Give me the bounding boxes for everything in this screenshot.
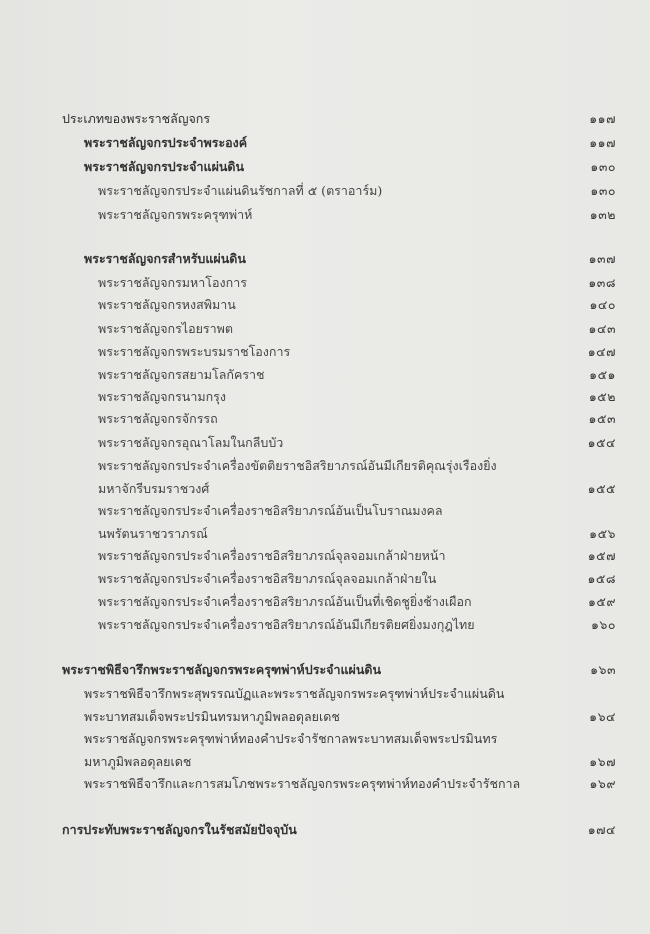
toc-entry-page-number: ๑๔๗ (587, 344, 616, 359)
toc-entry-title: พระราชลัญจกรประจำแผ่นดิน (84, 159, 245, 174)
toc-entry (0, 248, 650, 270)
toc-entry (0, 386, 650, 408)
toc-entry (0, 545, 650, 567)
toc-entry-title: พระราชลัญจกรประจำพระองค์ (84, 135, 248, 150)
toc-entry-title: การประทับพระราชลัญจกรในรัชสมัยปัจจุบัน (62, 822, 297, 837)
toc-entry (0, 108, 650, 130)
toc-entry (0, 659, 650, 681)
toc-entry-title: พระราชพิธีจารึกพระสุพรรณบัฏและพระราชลัญจกรพระครุฑพ่าห์ประจำแผ่นดิน (84, 686, 505, 701)
toc-entry-page-number: ๑๗๔ (587, 822, 616, 837)
toc-entry-page-number: ๑๖๙ (589, 776, 616, 791)
toc-entry (0, 683, 650, 705)
toc-entry-title: พระราชลัญจกรไอยราพต (98, 321, 234, 336)
toc-entry (0, 819, 650, 841)
toc-entry-page-number: ๑๓๒ (589, 207, 616, 222)
toc-entry-title: พระราชลัญจกรนามกรุง (98, 389, 226, 404)
toc-entry (0, 568, 650, 590)
toc-entry (0, 156, 650, 178)
toc-entry-title: พระราชลัญจกรสยามโลกัคราช (98, 367, 265, 382)
toc-entry-page-number: ๑๓๐ (590, 159, 616, 174)
toc-entry-page-number: ๑๓๘ (588, 275, 616, 290)
toc-entry (0, 591, 650, 613)
toc-entry-title: นพรัตนราชวราภรณ์ (98, 526, 208, 541)
toc-entry (0, 706, 650, 728)
toc-entry-page-number: ๑๑๗ (589, 111, 616, 126)
toc-entry-title: พระบาทสมเด็จพระปรมินทรมหาภูมิพลอดุลยเดช (84, 709, 340, 724)
toc-entry-title: พระราชลัญจกรมหาโองการ (98, 275, 247, 290)
toc-entry (0, 432, 650, 454)
toc-entry-page-number: ๑๕๑ (589, 367, 616, 382)
toc-entry (0, 408, 650, 430)
toc-entry (0, 272, 650, 294)
toc-entry-page-number: ๑๓๐ (590, 183, 616, 198)
toc-entry-title: พระราชลัญจกรหงสพิมาน (98, 297, 236, 312)
toc-entry-page-number: ๑๓๗ (588, 251, 616, 266)
toc-entry-page-number: ๑๕๖ (589, 526, 616, 541)
toc-entry (0, 614, 650, 636)
toc-entry-title: มหาจักรีบรมราชวงศ์ (98, 481, 210, 496)
toc-entry (0, 455, 650, 477)
toc-entry-title: พระราชลัญจกรประจำเครื่องขัตติยราชอิสริยาภรณ์อันมีเกียรติคุณรุ่งเรืองยิ่ง (98, 458, 497, 473)
toc-entry-page-number: ๑๕๒ (588, 389, 616, 404)
toc-entry (0, 294, 650, 316)
toc-entry-page-number: ๑๕๕ (587, 481, 616, 496)
toc-entry-title: ประเภทของพระราชลัญจกร (62, 111, 211, 126)
toc-entry (0, 751, 650, 773)
toc-entry-page-number: ๑๑๗ (589, 135, 616, 150)
toc-entry-title: พระราชลัญจกรพระบรมราชโองการ (98, 344, 291, 359)
toc-entry-page-number: ๑๖๗ (589, 754, 616, 769)
toc-entry-title: พระราชลัญจกรจักรรถ (98, 411, 218, 426)
toc-entry-page-number: ๑๕๙ (587, 594, 616, 609)
toc-entry-page-number: ๑๕๘ (587, 571, 616, 586)
toc-entry-title: พระราชลัญจกรพระครุฑพ่าห์ (98, 207, 253, 222)
toc-entry-page-number: ๑๔๐ (589, 297, 616, 312)
toc-entry-title: มหาภูมิพลอดุลยเดช (84, 754, 192, 769)
toc-entry-title: พระราชพิธีจารึกพระราชลัญจกรพระครุฑพ่าห์ประจำแผ่นดิน (62, 662, 382, 677)
toc-entry-title: พระราชลัญจกรพระครุฑพ่าห์ทองคำประจำรัชกาลพระบาทสมเด็จพระปรมินทร (84, 731, 498, 746)
toc-entry-page-number: ๑๔๓ (588, 321, 616, 336)
toc-entry-title: พระราชลัญจกรสำหรับแผ่นดิน (84, 251, 246, 266)
toc-entry-title: พระราชลัญจกรประจำเครื่องราชอิสริยาภรณ์อันมีเกียรติยศยิ่งมงกุฎไทย (98, 617, 475, 632)
toc-entry-page-number: ๑๕๔ (587, 435, 616, 450)
toc-entry-title: พระราชลัญจกรประจำเครื่องราชอิสริยาภรณ์จุลจอมเกล้าฝ่ายหน้า (98, 548, 446, 563)
toc-entry-title: พระราชลัญจกรประจำเครื่องราชอิสริยาภรณ์อันเป็นโบราณมงคล (98, 503, 443, 518)
toc-entry (0, 132, 650, 154)
toc-entry (0, 478, 650, 500)
toc-entry (0, 500, 650, 522)
toc-entry (0, 364, 650, 386)
toc-entry-title: พระราชลัญจกรประจำเครื่องราชอิสริยาภรณ์อันเป็นที่เชิดชูยิ่งช้างเผือก (98, 594, 472, 609)
toc-entry-page-number: ๑๕๓ (588, 411, 616, 426)
toc-entry (0, 318, 650, 340)
toc-entry-page-number: ๑๖๓ (590, 662, 616, 677)
toc-entry (0, 728, 650, 750)
toc-entry (0, 180, 650, 202)
toc-entry-page-number: ๑๖๔ (589, 709, 616, 724)
toc-entry (0, 204, 650, 226)
toc-entry (0, 341, 650, 363)
toc-entry (0, 773, 650, 795)
toc-entry-title: พระราชลัญจกรประจำแผ่นดินรัชกาลที่ ๕ (ตราอาร์ม) (98, 183, 383, 198)
toc-entry-title: พระราชพิธีจารึกและการสมโภชพระราชลัญจกรพระครุฑพ่าห์ทองคำประจำรัชกาล (84, 776, 521, 791)
toc-entry (0, 523, 650, 545)
toc-entry-title: พระราชลัญจกรอุณาโลมในกลีบบัว (98, 435, 284, 450)
toc-entry-title: พระราชลัญจกรประจำเครื่องราชอิสริยาภรณ์จุลจอมเกล้าฝ่ายใน (98, 571, 437, 586)
toc-entry-page-number: ๑๕๗ (587, 548, 616, 563)
toc-entry-page-number: ๑๖๐ (591, 617, 616, 632)
